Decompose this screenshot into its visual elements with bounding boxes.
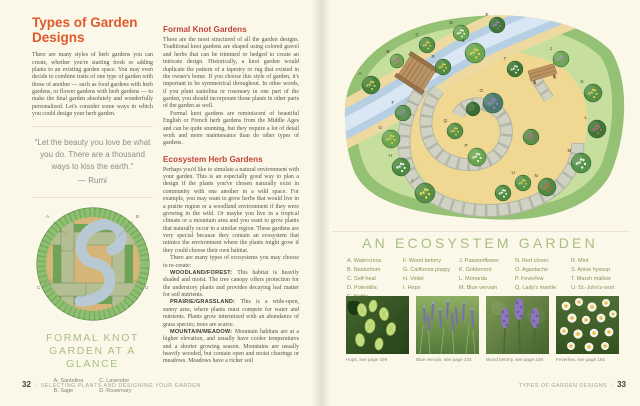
blue-vervain-photo — [416, 296, 479, 354]
svg-text:B: B — [135, 214, 139, 220]
svg-text:E: E — [485, 12, 489, 17]
plant-key-list — [347, 257, 629, 302]
habitat-paragraph: WOODLAND/FOREST: This habitat is heavily shaded and moist. The tree canopy offers protection for the understory plants and provides decaying leaf matter for soil nutrients. — [163, 269, 299, 298]
body-paragraph: There are many types of ecosystems you may choose to re-create: — [163, 255, 299, 269]
footer-right — [519, 380, 626, 389]
body-paragraph: Formal knot gardens are reminiscent of beautiful English or French herb gardens from the Middle Ages and can be quite stunning, but they require a lot of detail work and more maintenance than do other types of gardens. — [163, 110, 299, 147]
plant-key-column — [515, 257, 571, 302]
wood-betony-photo — [486, 296, 549, 354]
plant-key-item: I. Hops — [403, 284, 421, 291]
divider — [332, 231, 630, 232]
left-column-2 — [163, 18, 299, 366]
feverfew-photo — [556, 296, 619, 354]
knot-garden-illustration — [34, 205, 152, 323]
plant-key-item: S. Anise hyssop — [571, 266, 611, 273]
svg-text:A: A — [358, 71, 362, 76]
svg-text:U: U — [511, 170, 515, 175]
plant-key-item: N. Red clover — [515, 258, 549, 264]
photo-caption: Hops, see page 199 — [346, 357, 388, 362]
svg-text:C: C — [415, 32, 419, 37]
plant-key-item: L. Monarda — [459, 275, 487, 282]
svg-text:A: A — [45, 214, 49, 220]
page-title: Types of Garden Designs — [32, 15, 138, 45]
svg-text:L: L — [584, 115, 588, 120]
legend-item: A. Santolina — [53, 377, 84, 384]
footer-divider: | — [34, 383, 37, 389]
plant-key-item: Q. Lady's mantle — [515, 284, 557, 291]
body-paragraph: Perhaps you'd like to simulate a natural environment with your garden. This is an especially good way to plan a design if the plants you've chosen naturally exist in community with one another in a wild space. For example, you may want to grow herbs that would live in a prairie region or a woodland environment if they were growing in the wild. Or maybe you live in a tropical climate or a mountain area and you want to grow plants that naturally occur in a similar region. These gardens are very special because they contain an ecosystem that mimics the environment where the plants might grow if they could choose their own habitat. — [163, 166, 299, 254]
svg-text:N: N — [534, 173, 538, 178]
svg-text:P: P — [464, 143, 468, 148]
page-number-left: 32 — [22, 380, 31, 389]
plant-key-item: U. St.-John's-wort — [571, 284, 615, 291]
svg-text:B: B — [386, 49, 390, 54]
plant-key-item: M. Blue vervain — [459, 284, 497, 291]
plant-key-item: R. Mint — [571, 258, 589, 264]
photo-caption: Blue vervain, see page 234 — [416, 357, 472, 362]
svg-text:D: D — [144, 285, 148, 291]
plant-key-column — [347, 257, 403, 302]
body-paragraph: These are the most structured of all the garden designs. Traditional knot gardens are shaped using colored gravel and herbs that can be trimmed or hedged to create an intricate design. Historically, a knot garden would duplicate the pattern of a tapestry or rug that existed in the owner's home. If you choose this style of garden, it's important to be symmetrical throughout. In other words, if you plant santolina or rosemary in one part of the garden, you should incorporate those plants in other parts of the garden as well. — [163, 37, 299, 110]
quote-text: "Let the beauty you love be what you do. There are a thousand ways to kiss the earth." — [34, 137, 151, 171]
hops-photo — [346, 296, 409, 354]
section-heading: Ecosystem Herb Gardens — [163, 154, 263, 164]
pull-quote — [32, 137, 153, 187]
footer-text-left: SELECTING PLANTS AND DESIGNING YOUR GARDEN — [40, 383, 201, 389]
habitat-paragraph: MOUNTAIN/MEADOW: Mountain habitats are at a higher elevation, and usually have cooler temperatures and a shorter growing season. Mountains are usually heavily wooded, but contain open and moist clearings or meadows. Meadows have a richer soil — [163, 328, 299, 365]
ecosystem-garden-title: AN ECOSYSTEM GARDEN — [362, 235, 598, 251]
plant-key-item: K. Goldenrod — [459, 266, 492, 273]
photo-block — [486, 296, 549, 362]
svg-text:M: M — [567, 148, 572, 153]
intro-paragraph: There are many styles of herb gardens you can create, whether you're starting fresh or adding plants to an existing garden space. You may even decide to combine traits of one type of garden with those of another — such as food gardens with herb gardens, or flower gardens with herb gardens — to make the final garden absolutely and wonderfully personalized. Let's consider some ways in which you could design your herb garden. — [32, 52, 153, 118]
plant-key-item: T. Marsh mallow — [571, 275, 611, 282]
plant-key-column — [571, 257, 627, 302]
left-column-1 — [32, 16, 153, 397]
plant-key-item: H. Violet — [403, 275, 424, 282]
legend-item: D. Rosemary — [99, 387, 132, 394]
legend-item: C. Lavender — [99, 377, 130, 384]
plant-key-column — [459, 257, 515, 302]
plant-key-item: J. Passionflower — [459, 258, 500, 264]
svg-text:D: D — [449, 20, 453, 25]
knot-garden-diagram — [32, 205, 153, 397]
section-heading: Formal Knot Gardens — [163, 25, 247, 34]
photo-block — [346, 296, 409, 362]
footer-divider: | — [611, 383, 614, 389]
svg-text:T: T — [503, 56, 507, 61]
plant-key-item: G. California poppy — [403, 266, 451, 273]
photo-block — [416, 296, 479, 362]
plant-key-item: C. Self-heal — [347, 275, 376, 282]
plant-key-item: A. Watercress — [347, 258, 382, 264]
plant-key-item: P. Feverfew — [515, 275, 544, 282]
photo-caption: Feverfew, see page 192 — [556, 357, 606, 362]
plant-key-item: F. Wood betony — [403, 258, 442, 264]
divider — [32, 197, 153, 198]
habitat-paragraph: PRAIRIE/GRASSLAND: This is a wide-open, sunny area, where plants must compete for water and nutrients. Plants grow intermixed with an abundance of grass species; trees are scarce. — [163, 299, 299, 328]
plant-key-item: D. Potentilla — [347, 284, 377, 291]
svg-text:S: S — [461, 38, 465, 43]
svg-text:G: G — [378, 125, 383, 130]
plant-key-column — [403, 257, 459, 302]
photo-caption: Wood betony, see page 238 — [486, 357, 544, 362]
svg-text:K: K — [580, 79, 584, 84]
svg-text:O: O — [479, 88, 484, 93]
page-number-right: 33 — [617, 380, 626, 389]
knot-caption: FORMAL KNOT GARDEN AT A GLANCE — [45, 331, 140, 370]
quote-attribution: — Rumi — [78, 175, 107, 185]
plant-key-item: O. Agastache — [515, 266, 549, 273]
legend-item: B. Sage — [53, 387, 74, 394]
svg-text:J: J — [549, 46, 552, 51]
photo-strip — [346, 296, 619, 362]
ecosystem-garden-illustration — [325, 5, 635, 227]
svg-text:Q: Q — [443, 118, 448, 123]
svg-text:H: H — [388, 153, 392, 158]
photo-block — [556, 296, 619, 362]
svg-text:C: C — [36, 285, 40, 291]
plant-key-item: B. Nasturtium — [347, 266, 381, 273]
svg-text:F: F — [391, 100, 395, 105]
svg-text:R: R — [431, 54, 435, 59]
svg-text:I: I — [411, 178, 413, 183]
footer-left — [22, 380, 201, 389]
footer-text-right: TYPES OF GARDEN DESIGNS — [518, 383, 608, 389]
divider — [32, 126, 153, 127]
